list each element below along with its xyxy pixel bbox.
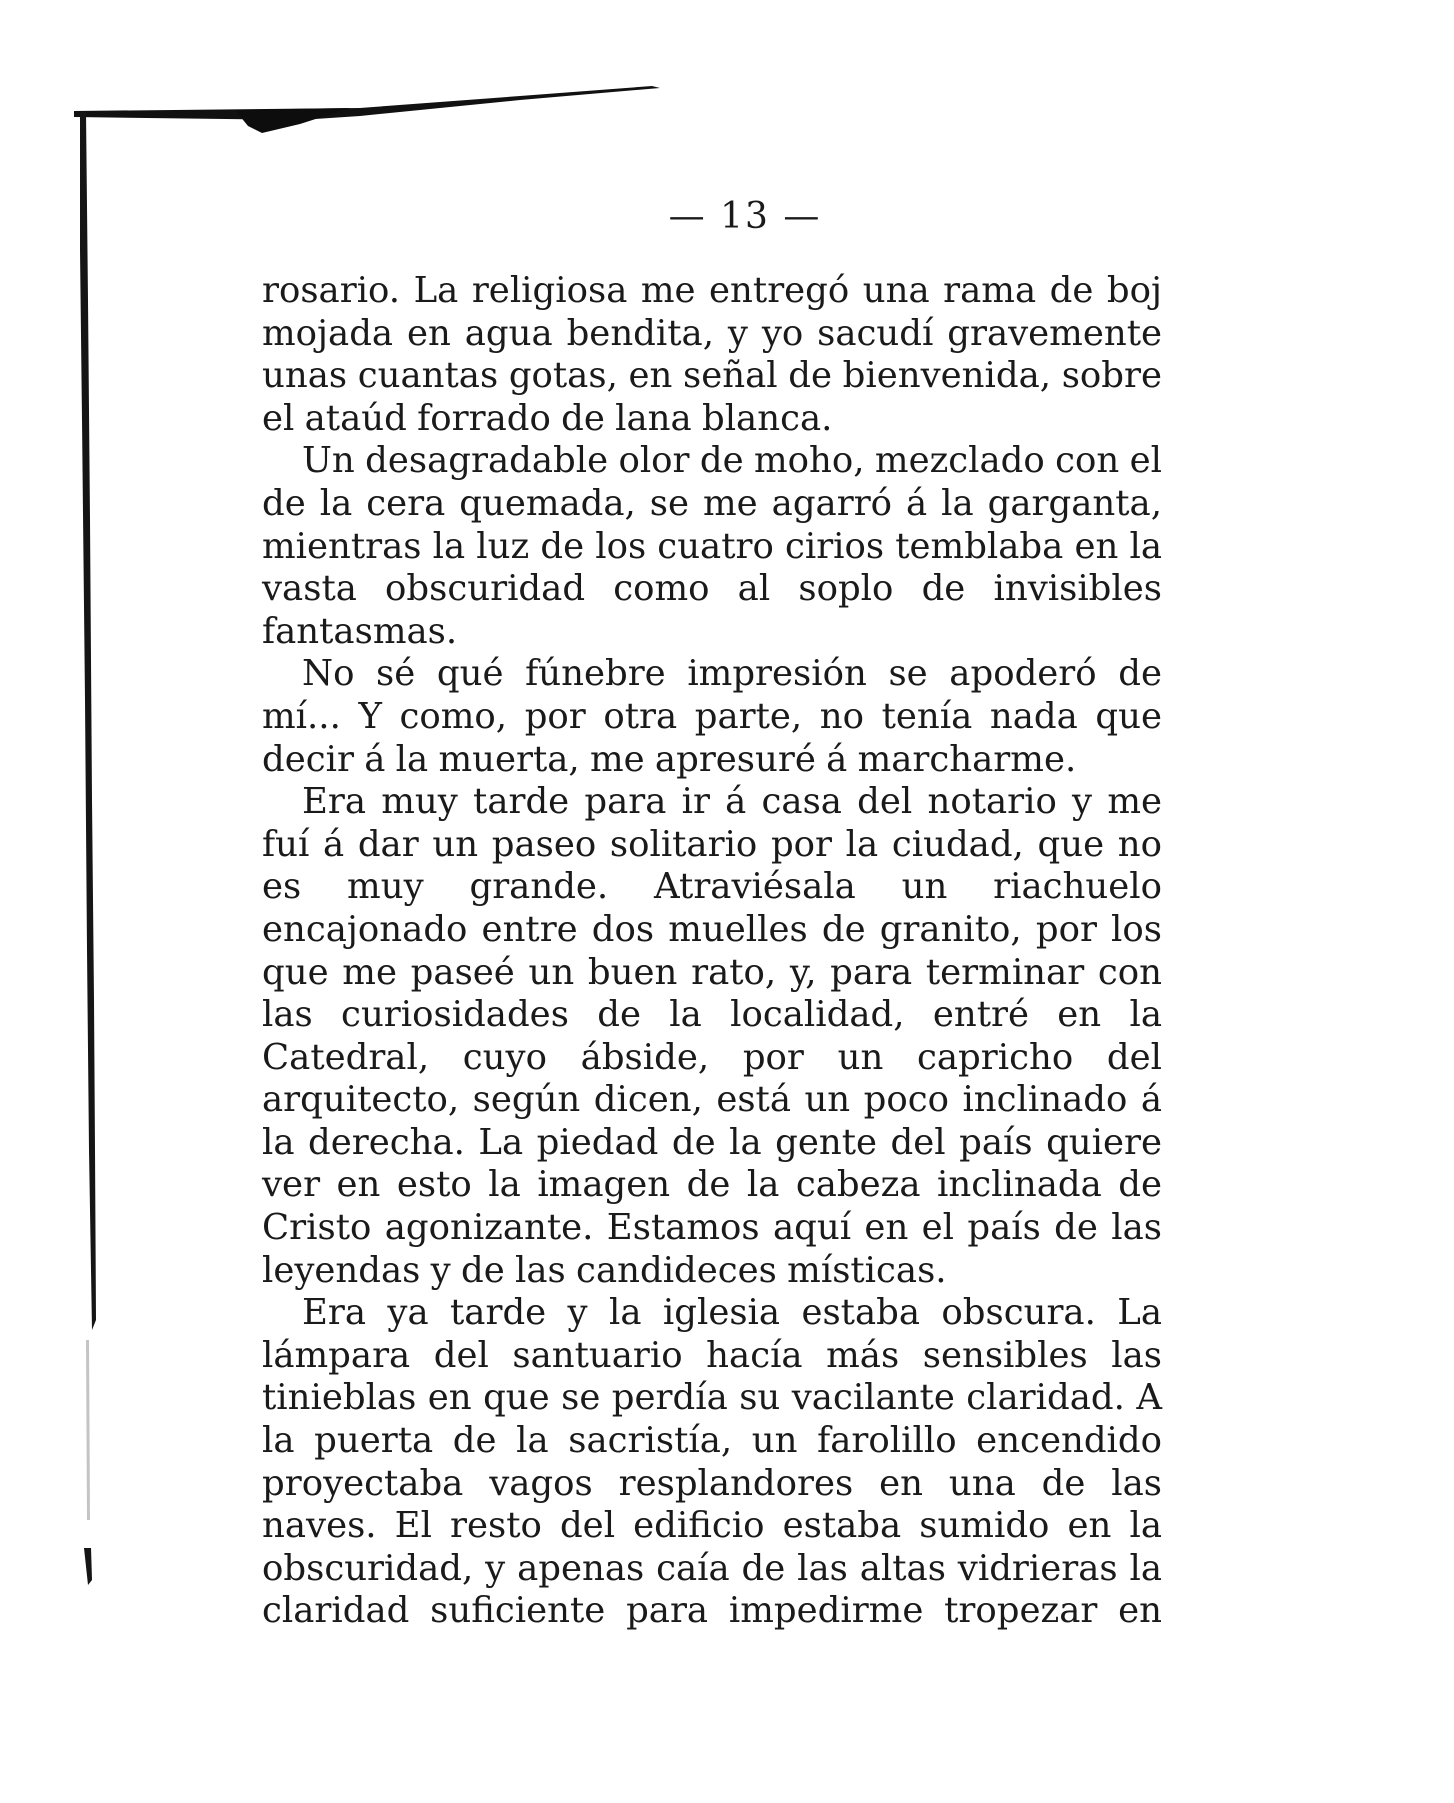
top-rule	[74, 86, 660, 120]
binding-speckle	[86, 1340, 90, 1520]
binding-edge	[80, 112, 96, 1330]
page-number: — 13 —	[668, 196, 822, 237]
binding-fragment	[84, 1548, 92, 1585]
paragraph: No sé qué fúnebre impresión se apoderó de mí... Y como, por otra parte, no tenía nada que decir á la muerta, me apresuré á marcharme.	[262, 653, 1162, 780]
paragraph: Era muy tarde para ir á casa del notario y me fuí á dar un paseo solitario por la ciudad, que no es muy grande. Atraviésala un riachuelo encajonado entre dos muelles de granito, por los que me paseé un buen rato, y, para terminar con las curiosidades de la localidad, entré en la Catedral, cuyo ábside, por un capricho del arquitecto, según dicen, está un poco inclinado á la derecha. La piedad de la gente del país quiere ver en esto la imagen de la cabeza inclinada de Cristo agonizante. Estamos aquí en el país de las leyendas y de las candideces místicas.	[262, 781, 1162, 1291]
paragraph: rosario. La religiosa me entregó una rama de boj mojada en agua bendita, y yo sacudí gravemente unas cuantas gotas, en señal de bienvenida, sobre el ataúd forrado de lana blanca.	[262, 270, 1162, 439]
body-text	[262, 270, 1162, 1633]
paragraph: Un desagradable olor de moho, mezclado con el de la cera quemada, se me agarró á la garganta, mientras la luz de los cuatro cirios temblaba en la vasta obscuridad como al soplo de invisibles fantasmas.	[262, 440, 1162, 652]
paragraph: Era ya tarde y la iglesia estaba obscura. La lámpara del santuario hacía más sensibles las tinieblas en que se perdía su vacilante claridad. A la puerta de la sacristía, un farolillo encendido proyectaba vagos resplandores en una de las naves. El resto del edificio estaba sumido en la obscuridad, y apenas caía de las altas vidrieras la claridad suficiente para impedirme tropezar en	[262, 1292, 1162, 1632]
ink-wedge	[235, 108, 350, 133]
